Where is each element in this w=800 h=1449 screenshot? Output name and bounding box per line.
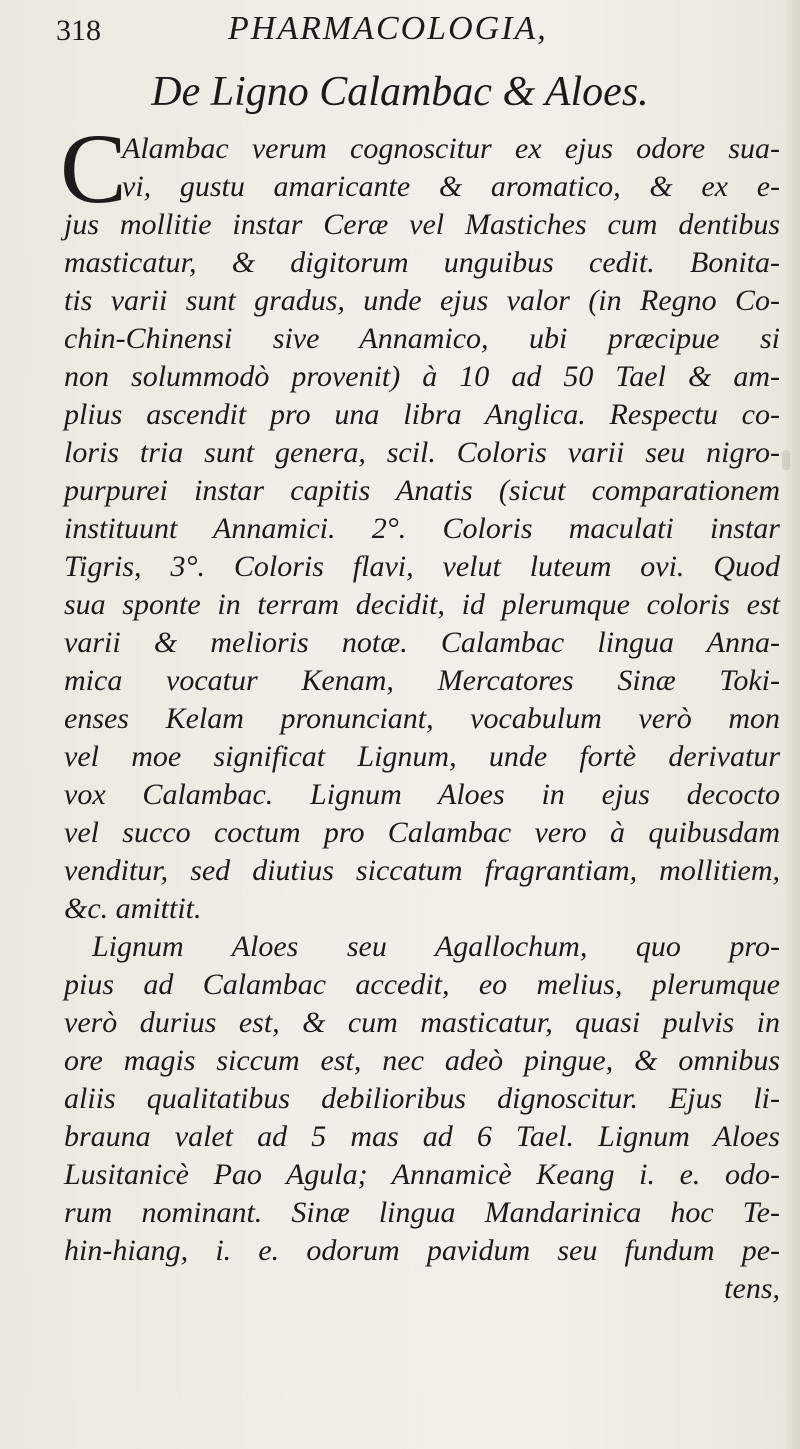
text-line: non solummodò provenit) à 10 ad 50 Tael & am- xyxy=(64,360,780,393)
text-line: rum nominant. Sinæ lingua Mandarinica hoc Te- xyxy=(64,1196,780,1229)
text-line: mica vocatur Kenam, Mercatores Sinæ Toki- xyxy=(64,664,780,697)
text-line: vel moe significat Lignum, unde fortè derivatur xyxy=(64,740,780,773)
text-line: &c. amittit. xyxy=(64,892,202,925)
text-line: sua sponte in terram decidit, id plerumque coloris est xyxy=(64,588,780,621)
text-line: vel succo coctum pro Calambac vero à quibusdam xyxy=(64,816,780,849)
text-line: venditur, sed diutius siccatum fragrantiam, mollitiem, xyxy=(64,854,780,887)
text-line: verò durius est, & cum masticatur, quasi pulvis in xyxy=(64,1006,780,1039)
text-line: hin-hiang, i. e. odorum pavidum seu fundum pe- xyxy=(64,1234,780,1267)
drop-cap: C xyxy=(60,113,127,224)
text-line: tis varii sunt gradus, unde ejus valor (in Regno Co- xyxy=(64,284,780,317)
page-stain xyxy=(782,450,790,470)
text-line: brauna valet ad 5 mas ad 6 Tael. Lignum Aloes xyxy=(64,1120,780,1153)
text-line: Lignum Aloes seu Agallochum, quo pro- xyxy=(92,930,780,963)
text-line: purpurei instar capitis Anatis (sicut comparationem xyxy=(64,474,780,507)
text-line: Lusitanicè Pao Agula; Annamicè Keang i. e. odo- xyxy=(64,1158,780,1191)
text-line: chin-Chinensi sive Annamico, ubi præcipue si xyxy=(64,322,780,355)
text-line: Tigris, 3°. Coloris flavi, velut luteum ovi. Quod xyxy=(64,550,780,583)
text-line: plius ascendit pro una libra Anglica. Respectu co- xyxy=(64,398,780,431)
page-number: 318 xyxy=(56,14,101,47)
page-edge xyxy=(786,0,800,1449)
catchword: tens, xyxy=(724,1272,780,1305)
text-line: loris tria sunt genera, scil. Coloris varii seu nigro- xyxy=(64,436,780,469)
text-line: vox Calambac. Lignum Aloes in ejus decocto xyxy=(64,778,780,811)
text-line: pius ad Calambac accedit, eo melius, plerumque xyxy=(64,968,780,1001)
text-line: ore magis siccum est, nec adeò pingue, & omnibus xyxy=(64,1044,780,1077)
text-line: instituunt Annamici. 2°. Coloris maculati instar xyxy=(64,512,780,545)
body-text xyxy=(64,130,780,1308)
running-head: PHARMACOLOGIA, xyxy=(228,10,548,47)
text-line: aliis qualitatibus debilioribus dignoscitur. Ejus li- xyxy=(64,1082,780,1115)
page-header xyxy=(56,10,756,50)
text-line: enses Kelam pronunciant, vocabulum verò mon xyxy=(64,702,780,735)
text-line: masticatur, & digitorum unguibus cedit. Bonita- xyxy=(64,246,780,279)
text-line: jus mollitie instar Ceræ vel Mastiches cum dentibus xyxy=(64,208,780,241)
text-line: Alambac verum cognoscitur ex ejus odore sua- xyxy=(122,132,780,165)
text-line: vi, gustu amaricante & aromatico, & ex e- xyxy=(122,170,780,203)
text-line: varii & melioris notæ. Calambac lingua Anna- xyxy=(64,626,780,659)
section-title: De Ligno Calambac & Aloes. xyxy=(151,69,649,115)
